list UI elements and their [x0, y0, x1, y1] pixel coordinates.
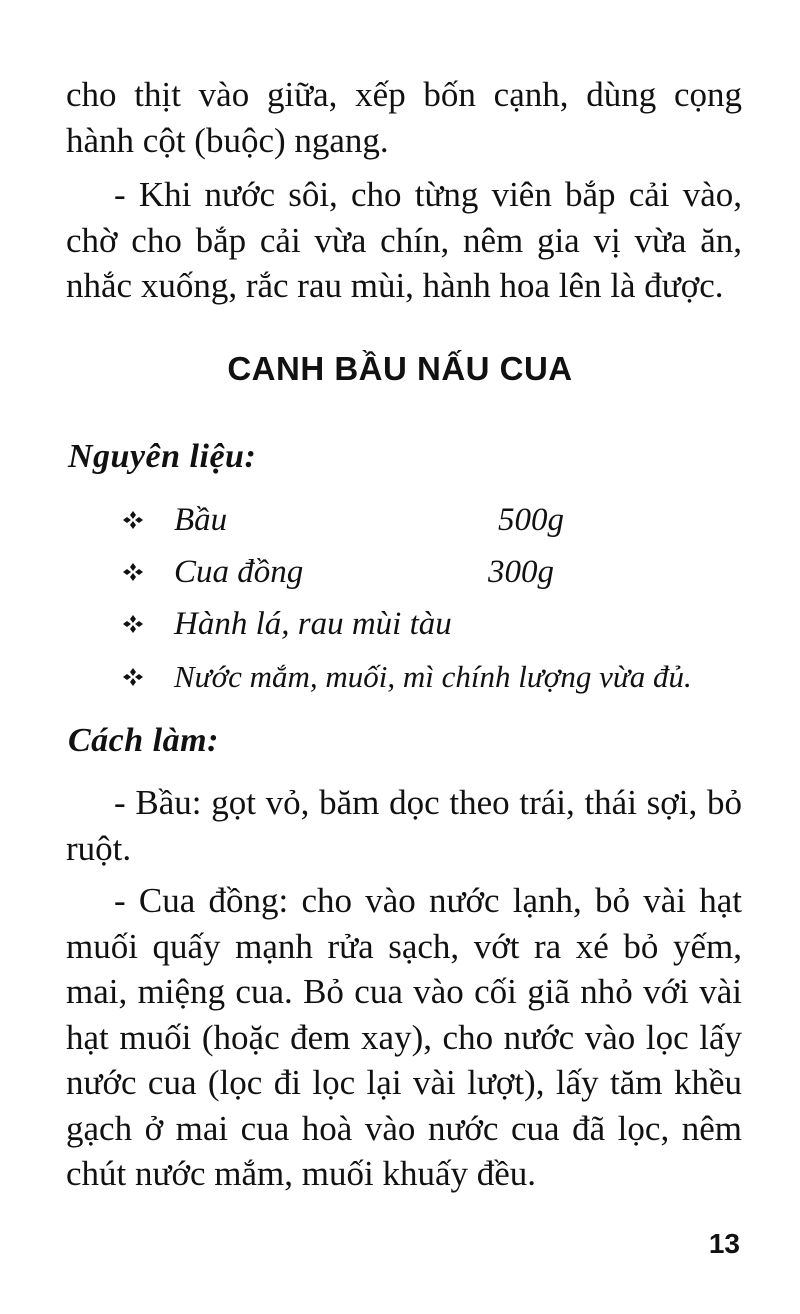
page-number: 13	[708, 1228, 740, 1259]
ingredients-heading: Nguyên liệu:	[68, 438, 257, 475]
method-heading: Cách làm:	[68, 722, 219, 759]
four-diamond-bullet-icon	[116, 549, 150, 595]
ingredient-name: Bầu	[174, 502, 228, 538]
method-paragraph-1: - Bầu: gọt vỏ, băm dọc theo trái, thái sợi, bỏ ruột.	[66, 783, 742, 868]
ingredient-qty: 500g	[498, 502, 564, 538]
four-diamond-bullet-icon	[116, 654, 150, 700]
ingredient-item	[116, 654, 756, 700]
ingredient-name: Hành lá, rau mùi tàu	[174, 606, 452, 642]
intro-paragraph-2: - Khi nước sôi, cho từng viên bắp cải vào, chờ cho bắp cải vừa chín, nêm gia vị vừa ăn, nhắc xuống, rắc rau mùi, hành hoa lên là được.	[66, 175, 742, 305]
four-diamond-bullet-icon	[116, 497, 150, 543]
intro-paragraph-1: cho thịt vào giữa, xếp bốn cạnh, dùng cọng hành cột (buộc) ngang.	[66, 75, 742, 160]
method-paragraph-2: - Cua đồng: cho vào nước lạnh, bỏ vài hạt muối quấy mạnh rửa sạch, vớt ra xé bỏ yếm, mai, miệng cua. Bỏ cua vào cối giã nhỏ với vài hạt muối (hoặc đem xay), cho nước vào lọc lấy nước cua (lọc đi lọc lại vài lượt), lấy tăm khều gạch ở mai cua hoà vào nước cua đã lọc, nêm chút nước mắm, muối khuấy đều.	[66, 881, 742, 1193]
ingredient-name: Nước mắm, muối, mì chính lượng vừa đủ.	[174, 659, 692, 694]
ingredient-item	[116, 549, 756, 595]
ingredient-name: Cua đồng	[174, 554, 304, 590]
ingredient-qty: 300g	[488, 554, 554, 590]
ingredient-item	[116, 601, 756, 647]
four-diamond-bullet-icon	[116, 601, 150, 647]
ingredient-item	[116, 497, 756, 543]
recipe-title: CANH BẦU NẤU CUA	[227, 350, 573, 387]
